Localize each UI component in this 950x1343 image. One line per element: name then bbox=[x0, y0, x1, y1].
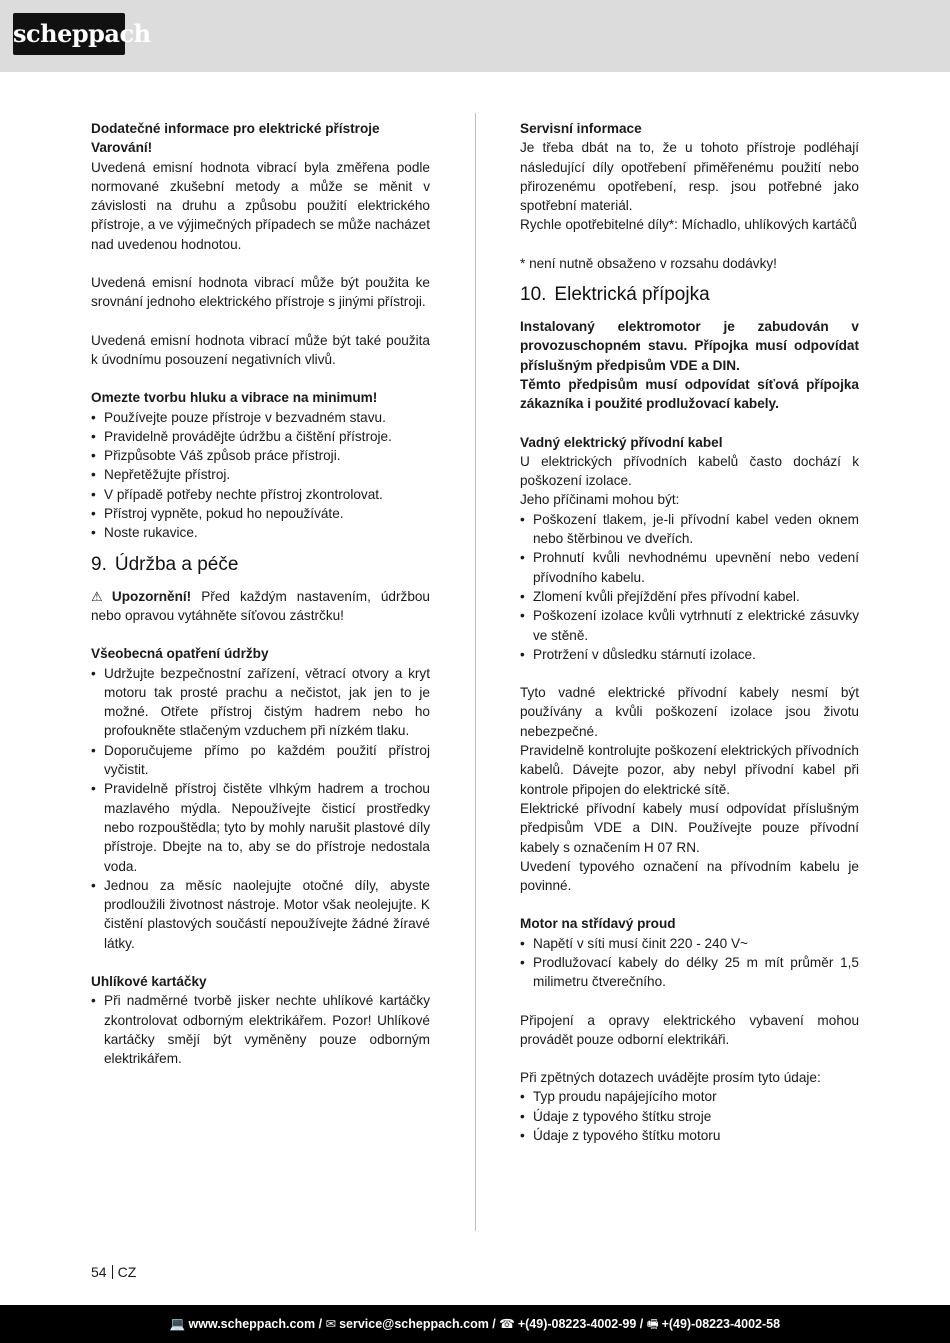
electrical-info-title: Dodatečné informace pro elektrické přístroje bbox=[91, 121, 380, 136]
list-item: • Údaje z typového štítku stroje bbox=[520, 1107, 859, 1126]
list-item: • Nepřetěžujte přístroj. bbox=[91, 465, 430, 484]
list-item: • Prohnutí kvůli nevhodnému upevnění nebo vedení přívodního kabelu. bbox=[520, 548, 859, 587]
scheppach-logo: scheppach bbox=[13, 13, 125, 55]
service-paragraph-1: Je třeba dbát na to, že u tohoto přístroje podléhají následující díly opotřebení přiměřenému použití nebo přirozenému opotřebení, resp. jsou potřebné jako spotřební materiál. bbox=[520, 140, 859, 214]
cable-paragraph-3: Tyto vadné elektrické přívodní kabely nesmí být používány a kvůli poškození izolace jsou životu nebezpečné. bbox=[520, 685, 859, 739]
list-item: • Údaje z typového štítku motoru bbox=[520, 1126, 859, 1145]
list-item: • Zlomení kvůli přejíždění přes přívodní kabel. bbox=[520, 587, 859, 606]
warning-subtitle: Varování! bbox=[91, 140, 153, 156]
section-10-heading bbox=[520, 283, 859, 307]
list-item: • Poškození tlakem, je-li přívodní kabel veden oknem nebo štěrbinou ve dveřích. bbox=[520, 510, 859, 549]
carbon-brushes-list bbox=[91, 991, 430, 1068]
page-number-separator bbox=[112, 1265, 113, 1279]
list-item: • Udržujte bezpečnostní zařízení, větrací otvory a kryt motoru tak prosté prachu a nečistot, jak jen to je možné. Otřete přístroj čistým hadrem nebo ho profoukněte stlačeným vzduchem při nízkém tlaku. bbox=[91, 664, 430, 741]
warning-text: Před každým nastavením, údržbou nebo opravou vytáhněte síťovou zástrčku! bbox=[91, 588, 430, 623]
ac-motor-title: Motor na střídavý proud bbox=[520, 916, 676, 932]
phone-icon: ☎ bbox=[499, 1317, 515, 1331]
list-item: • Pravidelně přístroj čistěte vlhkým hadrem a trochou mazlavého mýdla. Nepoužívejte čisticí prostředky nebo rozpouštědla; tyto by mohly narušit plastové díly přístroje. Dbejte na to, aby se do přístroje nedostala voda. bbox=[91, 779, 430, 875]
fax-icon: 🖷 bbox=[646, 1317, 659, 1331]
left-column bbox=[91, 119, 430, 1068]
column-divider bbox=[475, 113, 476, 1231]
list-item: • Přístroj vypněte, pokud ho nepoužíváte. bbox=[91, 504, 430, 523]
vibration-paragraph-1: Uvedená emisní hodnota vibrací byla změřena podle normované zkušební metody a může se měnit v závislosti na druhu a způsobu použití elektrického přístroje, a ve výjimečných případech se může nacházet nad uvedenou hodnotou. bbox=[91, 159, 430, 252]
footer-separator: / bbox=[636, 1317, 647, 1331]
vibration-paragraph-3: Uvedená emisní hodnota vibrací může být také použita k úvodnímu posouzení negativních vlivů. bbox=[91, 332, 430, 367]
ac-motor-list bbox=[520, 934, 859, 992]
cable-paragraph-2: Jeho příčinami mohou být: bbox=[520, 492, 680, 508]
section-9-title: Údržba a péče bbox=[114, 553, 239, 575]
faulty-cable-title: Vadný elektrický přívodní kabel bbox=[520, 434, 723, 450]
maintenance-title: Všeobecná opatření údržby bbox=[91, 646, 269, 662]
noise-list bbox=[91, 408, 430, 543]
list-item: • Přizpůsobte Váš způsob práce přístroji. bbox=[91, 446, 430, 465]
cable-paragraph-6: Uvedení typového označení na přívodním kabelu je povinné. bbox=[520, 858, 859, 894]
query-list bbox=[520, 1087, 859, 1145]
installation-paragraph-1: Instalovaný elektromotor je zabudován v provozuschopném stavu. Přípojka musí odpovídat příslušným předpisům VDE a DIN. bbox=[520, 319, 859, 373]
mail-icon: ✉ bbox=[325, 1317, 337, 1331]
phone-number: +(49)-08223-4002-99 bbox=[517, 1317, 637, 1331]
service-paragraph-2: Rychle opotřebitelné díly*: Míchadlo, uhlíkových kartáčů bbox=[520, 217, 857, 233]
email-link[interactable]: service@scheppach.com bbox=[339, 1317, 489, 1331]
list-item: • Pravidelně provádějte údržbu a čištění přístroje. bbox=[91, 427, 430, 446]
vibration-paragraph-2: Uvedená emisní hodnota vibrací může být použita ke srovnání jednoho elektrického přístroje s jinými přístroji. bbox=[91, 275, 430, 310]
footer-band bbox=[0, 1305, 950, 1343]
website-link[interactable]: www.scheppach.com bbox=[188, 1317, 316, 1331]
section-9-number: 9. bbox=[91, 553, 107, 575]
section-10-title: Elektrická přípojka bbox=[554, 284, 710, 306]
warning-label: Upozornění! bbox=[111, 588, 192, 604]
list-item: • Protržení v důsledku stárnutí izolace. bbox=[520, 645, 859, 664]
warning-triangle-icon: ⚠ bbox=[91, 588, 109, 604]
list-item: • Noste rukavice. bbox=[91, 523, 430, 542]
query-paragraph: Při zpětných dotazech uvádějte prosím tyto údaje: bbox=[520, 1070, 821, 1086]
right-column bbox=[520, 119, 859, 1145]
page-language: CZ bbox=[117, 1264, 137, 1280]
list-item: • Doporučujeme přímo po každém použití přístroj vyčistit. bbox=[91, 741, 430, 780]
list-item: • V případě potřeby nechte přístroj zkontrolovat. bbox=[91, 485, 430, 504]
list-item: • Prodlužovací kabely do délky 25 m mít průměr 1,5 milimetru čtverečního. bbox=[520, 953, 859, 992]
fax-number: +(49)-08223-4002-58 bbox=[661, 1317, 781, 1331]
list-item: • Používejte pouze přístroje v bezvadném stavu. bbox=[91, 408, 430, 427]
repair-paragraph: Připojení a opravy elektrického vybavení mohou provádět pouze odborní elektrikáři. bbox=[520, 1012, 859, 1047]
cable-paragraph-4: Pravidelně kontrolujte poškození elektrických přívodních kabelů. Dávejte pozor, aby nebyl přívodní kabel při kontrole připojen do elektrické sítě. bbox=[520, 743, 859, 797]
header-band bbox=[0, 0, 950, 72]
footer-separator: / bbox=[315, 1317, 326, 1331]
computer-icon: 💻 bbox=[169, 1317, 186, 1331]
cable-paragraph-1: U elektrických přívodních kabelů často dochází k poškození izolace. bbox=[520, 453, 859, 489]
list-item: • Poškození izolace kvůli vytrhnutí z elektrické zásuvky ve stěně. bbox=[520, 606, 859, 645]
noise-title: Omezte tvorbu hluku a vibrace na minimum! bbox=[91, 390, 378, 406]
list-item: • Napětí v síti musí činit 220 - 240 V~ bbox=[520, 934, 859, 953]
maintenance-warning bbox=[91, 587, 430, 626]
cable-causes-list bbox=[520, 510, 859, 664]
list-item: • Při nadměrné tvorbě jisker nechte uhlíkové kartáčky zkontrolovat odborným elektrikářem. Pozor! Uhlíkové kartáčky smějí být vyměněny pouze odborným elektrikářem. bbox=[91, 991, 430, 1068]
section-9-heading bbox=[91, 553, 430, 577]
page-number bbox=[91, 1264, 136, 1280]
list-item: • Typ proudu napájejícího motor bbox=[520, 1087, 859, 1106]
service-note: * není nutně obsaženo v rozsahu dodávky! bbox=[520, 255, 777, 271]
installation-paragraph-2: Těmto předpisům musí odpovídat síťová přípojka zákazníka i použité prodlužovací kabely. bbox=[520, 376, 859, 412]
list-item: • Jednou za měsíc naolejujte otočné díly, abyste prodloužili životnost nástroje. Motor však neolejujte. K čistění plastových součástí nepoužívejte žádné žíravé látky. bbox=[91, 876, 430, 953]
service-info-title: Servisní informace bbox=[520, 121, 642, 136]
footer-separator: / bbox=[488, 1317, 500, 1331]
maintenance-list bbox=[91, 664, 430, 953]
section-10-number: 10. bbox=[520, 284, 547, 306]
cable-paragraph-5: Elektrické přívodní kabely musí odpovídat příslušným předpisům VDE a DIN. Používejte pouze přívodní kabely s označením H 07 RN. bbox=[520, 800, 859, 855]
page-number-value: 54 bbox=[91, 1264, 107, 1280]
carbon-brushes-title: Uhlíkové kartáčky bbox=[91, 973, 207, 989]
